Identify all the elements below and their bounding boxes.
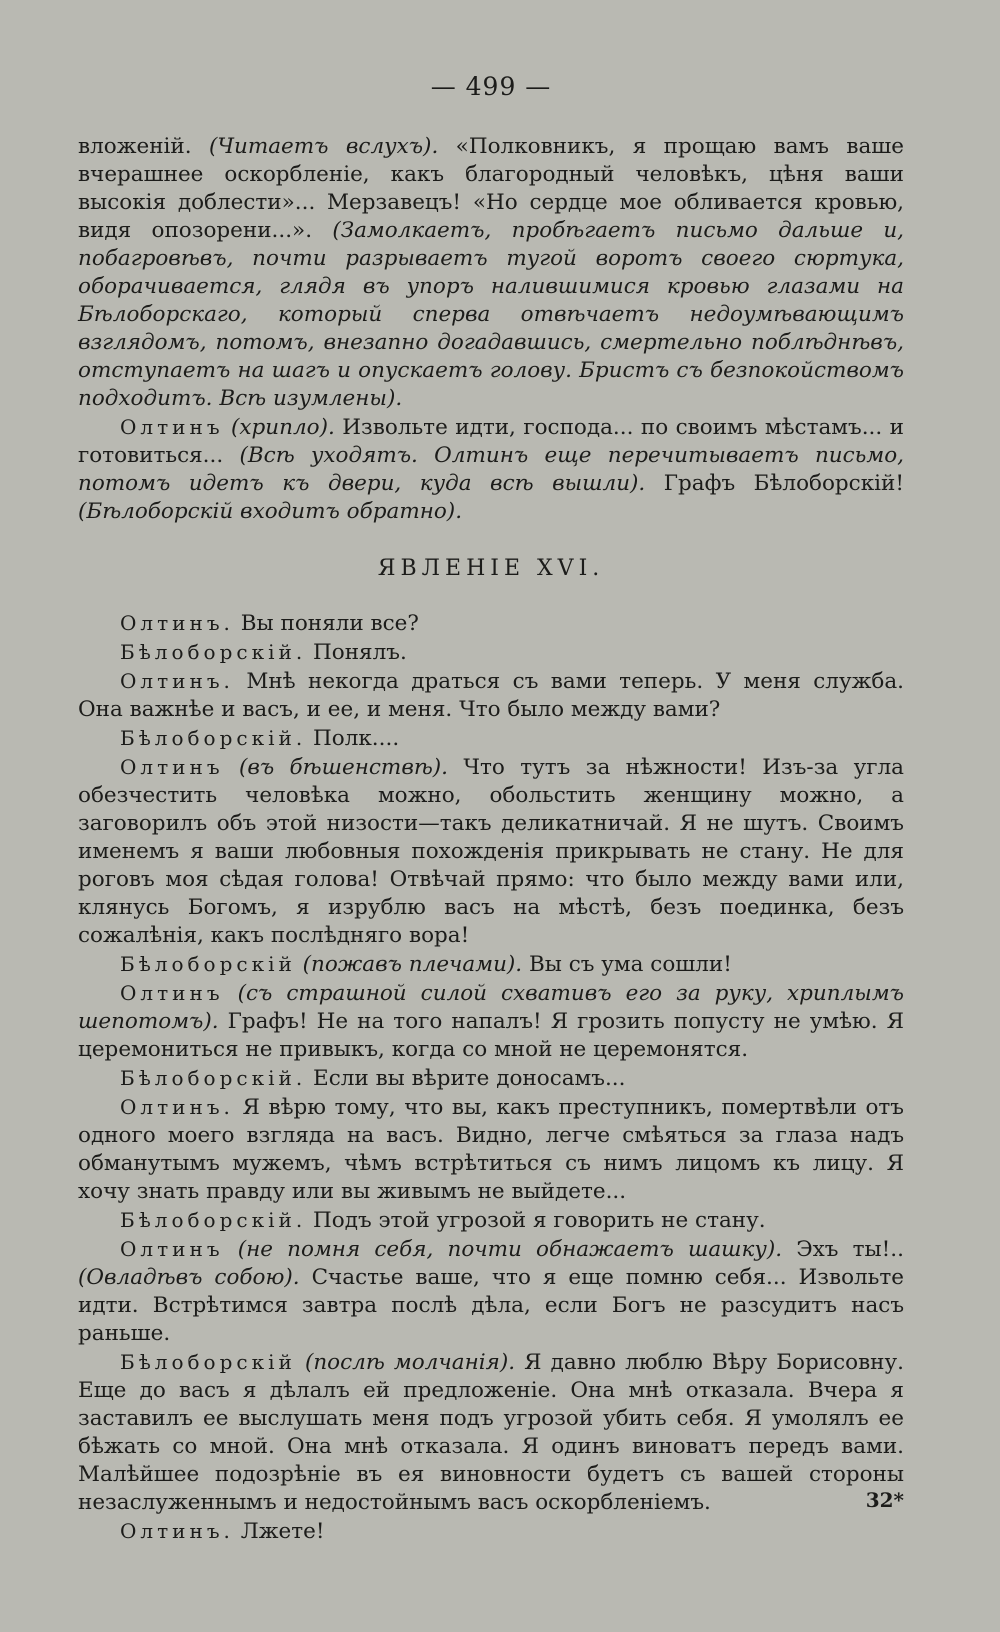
dialogue bbox=[78, 609, 904, 1546]
stage-direction: (хрипло). bbox=[231, 415, 335, 440]
speech-text bbox=[224, 755, 239, 780]
speech-text: Если вы вѣрите доносамъ... bbox=[306, 1066, 626, 1091]
speech-text: Мнѣ некогда драться съ вами теперь. У меня служба. Она важнѣе и васъ, и ее, и меня. Что было между вами? bbox=[78, 669, 904, 722]
speech-text: Графъ! Не на того напалъ! Я грозить попусту не умѣю. Я церемониться не привыкъ, когда со мной не церемонятся. bbox=[78, 1009, 904, 1062]
speaker-name: Олтинъ bbox=[120, 981, 224, 1005]
speech-text: Эхъ ты!.. bbox=[782, 1237, 904, 1262]
text-paragraph bbox=[78, 133, 904, 413]
speech-text: Понялъ. bbox=[306, 640, 407, 665]
speech-text: Счастье ваше, что я еще помню себя... Извольте идти. Встрѣтимся завтра послѣ дѣла, если Богъ не разсудитъ насъ раньше. bbox=[78, 1265, 904, 1346]
intro-text bbox=[78, 133, 904, 526]
dialogue-line bbox=[78, 1093, 904, 1206]
speech-text: Что тутъ за нѣжности! Изъ-за угла обезчестить человѣка можно, обольстить женщину можно, а заговорилъ объ этой низости—такъ деликатничай. Я не шутъ. Своимъ именемъ я ваши любовныя похожденiя прикрывать не стану. Не для роговъ моя сѣдая голова! Отвѣчай прямо: что было между вами или, клянусь Богомъ, я изрублю васъ на мѣстѣ, безъ поединка, безъ сожалѣнiя, какъ послѣдняго вора! bbox=[78, 755, 904, 948]
stage-direction: (пожавъ плечами). bbox=[302, 952, 523, 977]
page-number: — 499 — bbox=[430, 72, 552, 101]
printer-signature: 32* bbox=[865, 1488, 904, 1512]
stage-direction: (Бѣлоборскiй входитъ обратно). bbox=[78, 499, 463, 524]
speaker-name: Бѣлоборскiй bbox=[120, 952, 296, 976]
dialogue-line bbox=[78, 950, 904, 979]
dialogue-line bbox=[78, 753, 904, 950]
speech-text: Вы поняли все? bbox=[233, 611, 419, 636]
stage-direction: (не помня себя, почти обнажаетъ шашку). bbox=[237, 1237, 783, 1262]
dialogue-line bbox=[78, 638, 904, 667]
speech-text: Я давно люблю Вѣру Борисовну. Еще до васъ я дѣлалъ ей предложенiе. Она мнѣ отказала. Вчера я заставилъ ее выслушать меня подъ угрозой убить себя. Я умолялъ ее бѣжать со мной. Она мнѣ отказала. Я одинъ виноватъ передъ вами. Малѣйшее подозрѣнiе въ ея виновности будетъ съ вашей стороны незаслуженнымъ и недостойнымъ васъ оскорбленiемъ. bbox=[78, 1350, 904, 1515]
dialogue-line bbox=[78, 667, 904, 724]
stage-direction: (Всѣ уходятъ. Олтинъ еще перечитываетъ письмо, потомъ идетъ къ двери, куда всѣ вышли). bbox=[78, 443, 904, 496]
speech-text bbox=[296, 1350, 305, 1375]
speech-text: Извольте идти, господа... по своимъ мѣстамъ... и готовиться... bbox=[78, 415, 904, 468]
speech-text: Графъ Бѣлоборскiй! bbox=[645, 471, 904, 496]
speaker-name: Олтинъ. bbox=[120, 1095, 234, 1119]
dialogue-line bbox=[78, 1064, 904, 1093]
speaker-name: Олтинъ. bbox=[120, 611, 234, 635]
speech-text bbox=[224, 415, 231, 440]
scene-heading: ЯВЛЕНIЕ XVI. bbox=[377, 556, 605, 581]
stage-direction: (Замолкаетъ, пробѣгаетъ письмо дальше и, побагровѣвъ, почти разрываетъ тугой воротъ своего сюртука, оборачивается, глядя въ упоръ налившимися кровью глазами на Бѣлоборскаго, который сперва отвѣчаетъ недоумѣвающимъ взглядомъ, потомъ, внезапно догадавшись, смертельно поблѣднѣвъ, отступаетъ на шагъ и опускаетъ голову. Бристъ съ безпокойствомъ подходитъ. Всѣ изумлены). bbox=[78, 218, 904, 411]
speech-text: Вы съ ума сошли! bbox=[522, 952, 732, 977]
speech-text bbox=[296, 952, 303, 977]
speaker-name: Олтинъ bbox=[120, 1237, 224, 1261]
speaker-name: Бѣлоборскiй. bbox=[120, 640, 307, 664]
speaker-name: Бѣлоборскiй. bbox=[120, 726, 307, 750]
speech-text bbox=[224, 1237, 238, 1262]
dialogue-line bbox=[78, 1348, 904, 1517]
stage-direction: (въ бѣшенствѣ). bbox=[238, 755, 449, 780]
speech-text: Полк.... bbox=[306, 726, 400, 751]
dialogue-line bbox=[78, 979, 904, 1064]
speaker-name: Бѣлоборскiй. bbox=[120, 1208, 307, 1232]
speech-text: Подъ этой угрозой я говорить не стану. bbox=[306, 1208, 766, 1233]
speaker-name: Бѣлоборскiй. bbox=[120, 1066, 307, 1090]
stage-direction: (съ страшной силой схвативъ его за руку, хриплымъ шепотомъ). bbox=[78, 981, 904, 1034]
speaker-name: Олтинъ. bbox=[120, 1519, 234, 1543]
speaker-name: Бѣлоборскiй bbox=[120, 1350, 296, 1374]
speaker-name: Олтинъ. bbox=[120, 669, 234, 693]
stage-direction: (Овладѣвъ собою). bbox=[78, 1265, 300, 1290]
stage-direction: (послѣ молчанiя). bbox=[304, 1350, 516, 1375]
dialogue-line bbox=[78, 1206, 904, 1235]
speaker-name: Олтинъ bbox=[120, 755, 224, 779]
speech-text: «Полковникъ, я прощаю вамъ ваше вчерашнее оскорбленiе, какъ благородный человѣкъ, цѣня ваши высокiя доблести»... Мерзавецъ! «Но сердце мое обливается кровью, видя опозорени...». bbox=[78, 134, 904, 243]
text-paragraph bbox=[78, 413, 904, 526]
speech-text: вложенiй. bbox=[78, 134, 209, 159]
dialogue-line bbox=[78, 609, 904, 638]
stage-direction: (Читаетъ вслухъ). bbox=[208, 134, 439, 159]
speech-text: Лжете! bbox=[233, 1519, 325, 1544]
dialogue-line bbox=[78, 724, 904, 753]
speech-text: Я вѣрю тому, что вы, какъ преступникъ, помертвѣли отъ одного моего взгляда на васъ. Видно, легче смѣяться за глаза надъ обманутымъ мужемъ, чѣмъ встрѣтиться съ нимъ лицомъ къ лицу. Я хочу знать правду или вы живымъ не выйдете... bbox=[78, 1095, 904, 1204]
dialogue-line bbox=[78, 1235, 904, 1348]
dialogue-line bbox=[78, 1517, 904, 1546]
speech-text bbox=[224, 981, 238, 1006]
speaker-name: Олтинъ bbox=[120, 415, 224, 439]
